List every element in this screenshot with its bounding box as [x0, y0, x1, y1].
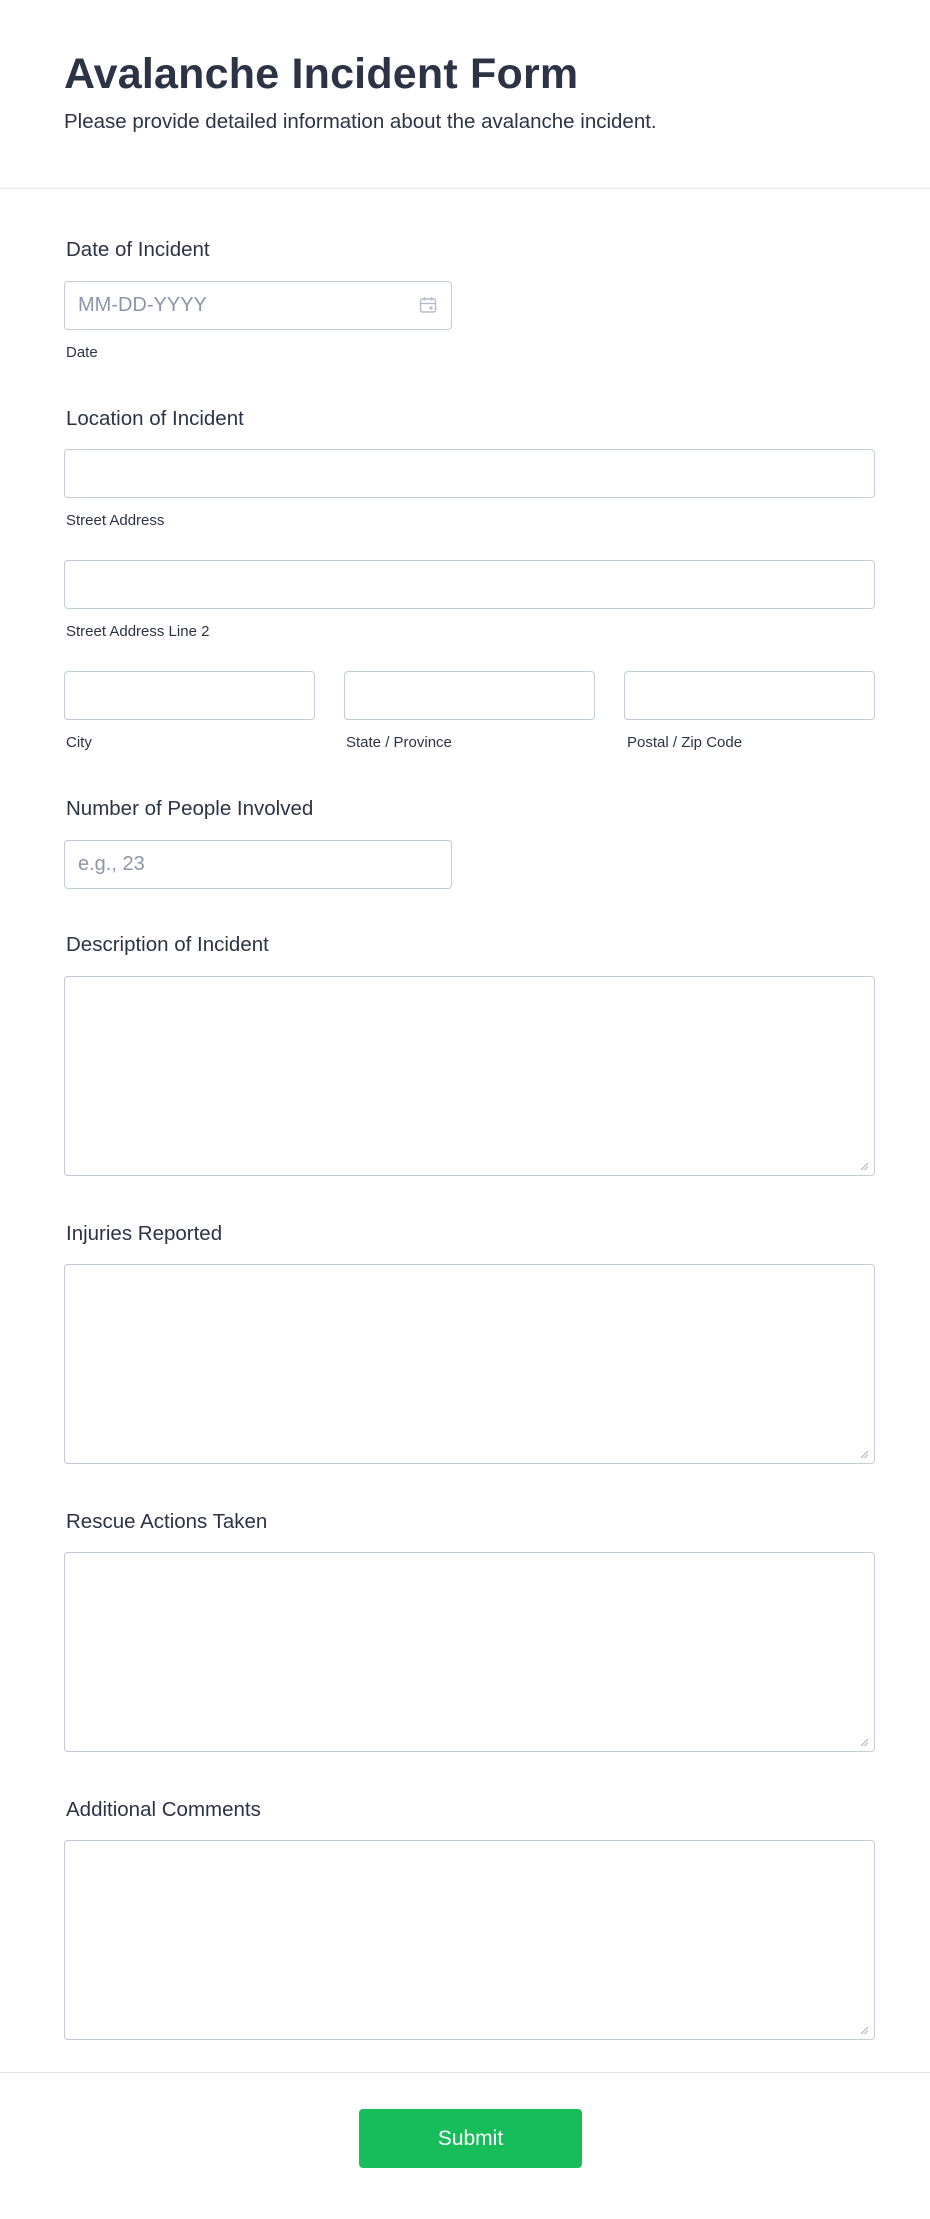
- footer-divider: [0, 2072, 930, 2073]
- form-subtitle: Please provide detailed information about the avalanche incident.: [64, 110, 657, 133]
- state-province-sublabel: State / Province: [346, 734, 452, 751]
- resize-grip-icon[interactable]: [859, 1161, 869, 1171]
- injuries-textarea[interactable]: [64, 1264, 875, 1464]
- additional-comments-label: Additional Comments: [66, 1798, 261, 1821]
- number-of-people-label: Number of People Involved: [66, 797, 314, 820]
- street-address-sublabel: Street Address: [66, 512, 165, 529]
- form-title: Avalanche Incident Form: [64, 50, 579, 98]
- calendar-icon[interactable]: [419, 296, 437, 314]
- city-sublabel: City: [66, 734, 92, 751]
- number-of-people-input[interactable]: [64, 840, 452, 889]
- city-input[interactable]: [64, 671, 315, 720]
- additional-comments-textarea[interactable]: [64, 1840, 875, 2040]
- resize-grip-icon[interactable]: [859, 1737, 869, 1747]
- date-of-incident-label: Date of Incident: [66, 238, 210, 261]
- description-textarea[interactable]: [64, 976, 875, 1176]
- date-of-incident-input[interactable]: [64, 281, 452, 330]
- injuries-label: Injuries Reported: [66, 1222, 223, 1245]
- postal-zip-input[interactable]: [624, 671, 875, 720]
- state-province-input[interactable]: [344, 671, 595, 720]
- description-label: Description of Incident: [66, 933, 269, 956]
- street-address-line2-input[interactable]: [64, 560, 875, 609]
- form-header: [0, 0, 930, 188]
- street-address-line2-sublabel: Street Address Line 2: [66, 623, 210, 640]
- rescue-actions-textarea[interactable]: [64, 1552, 875, 1752]
- street-address-input[interactable]: [64, 449, 875, 498]
- rescue-actions-label: Rescue Actions Taken: [66, 1510, 268, 1533]
- postal-zip-sublabel: Postal / Zip Code: [627, 734, 743, 751]
- resize-grip-icon[interactable]: [859, 2025, 869, 2035]
- location-of-incident-label: Location of Incident: [66, 407, 244, 430]
- submit-button[interactable]: Submit: [359, 2109, 582, 2168]
- resize-grip-icon[interactable]: [859, 1449, 869, 1459]
- header-divider: [0, 188, 930, 189]
- date-sublabel: Date: [66, 344, 98, 361]
